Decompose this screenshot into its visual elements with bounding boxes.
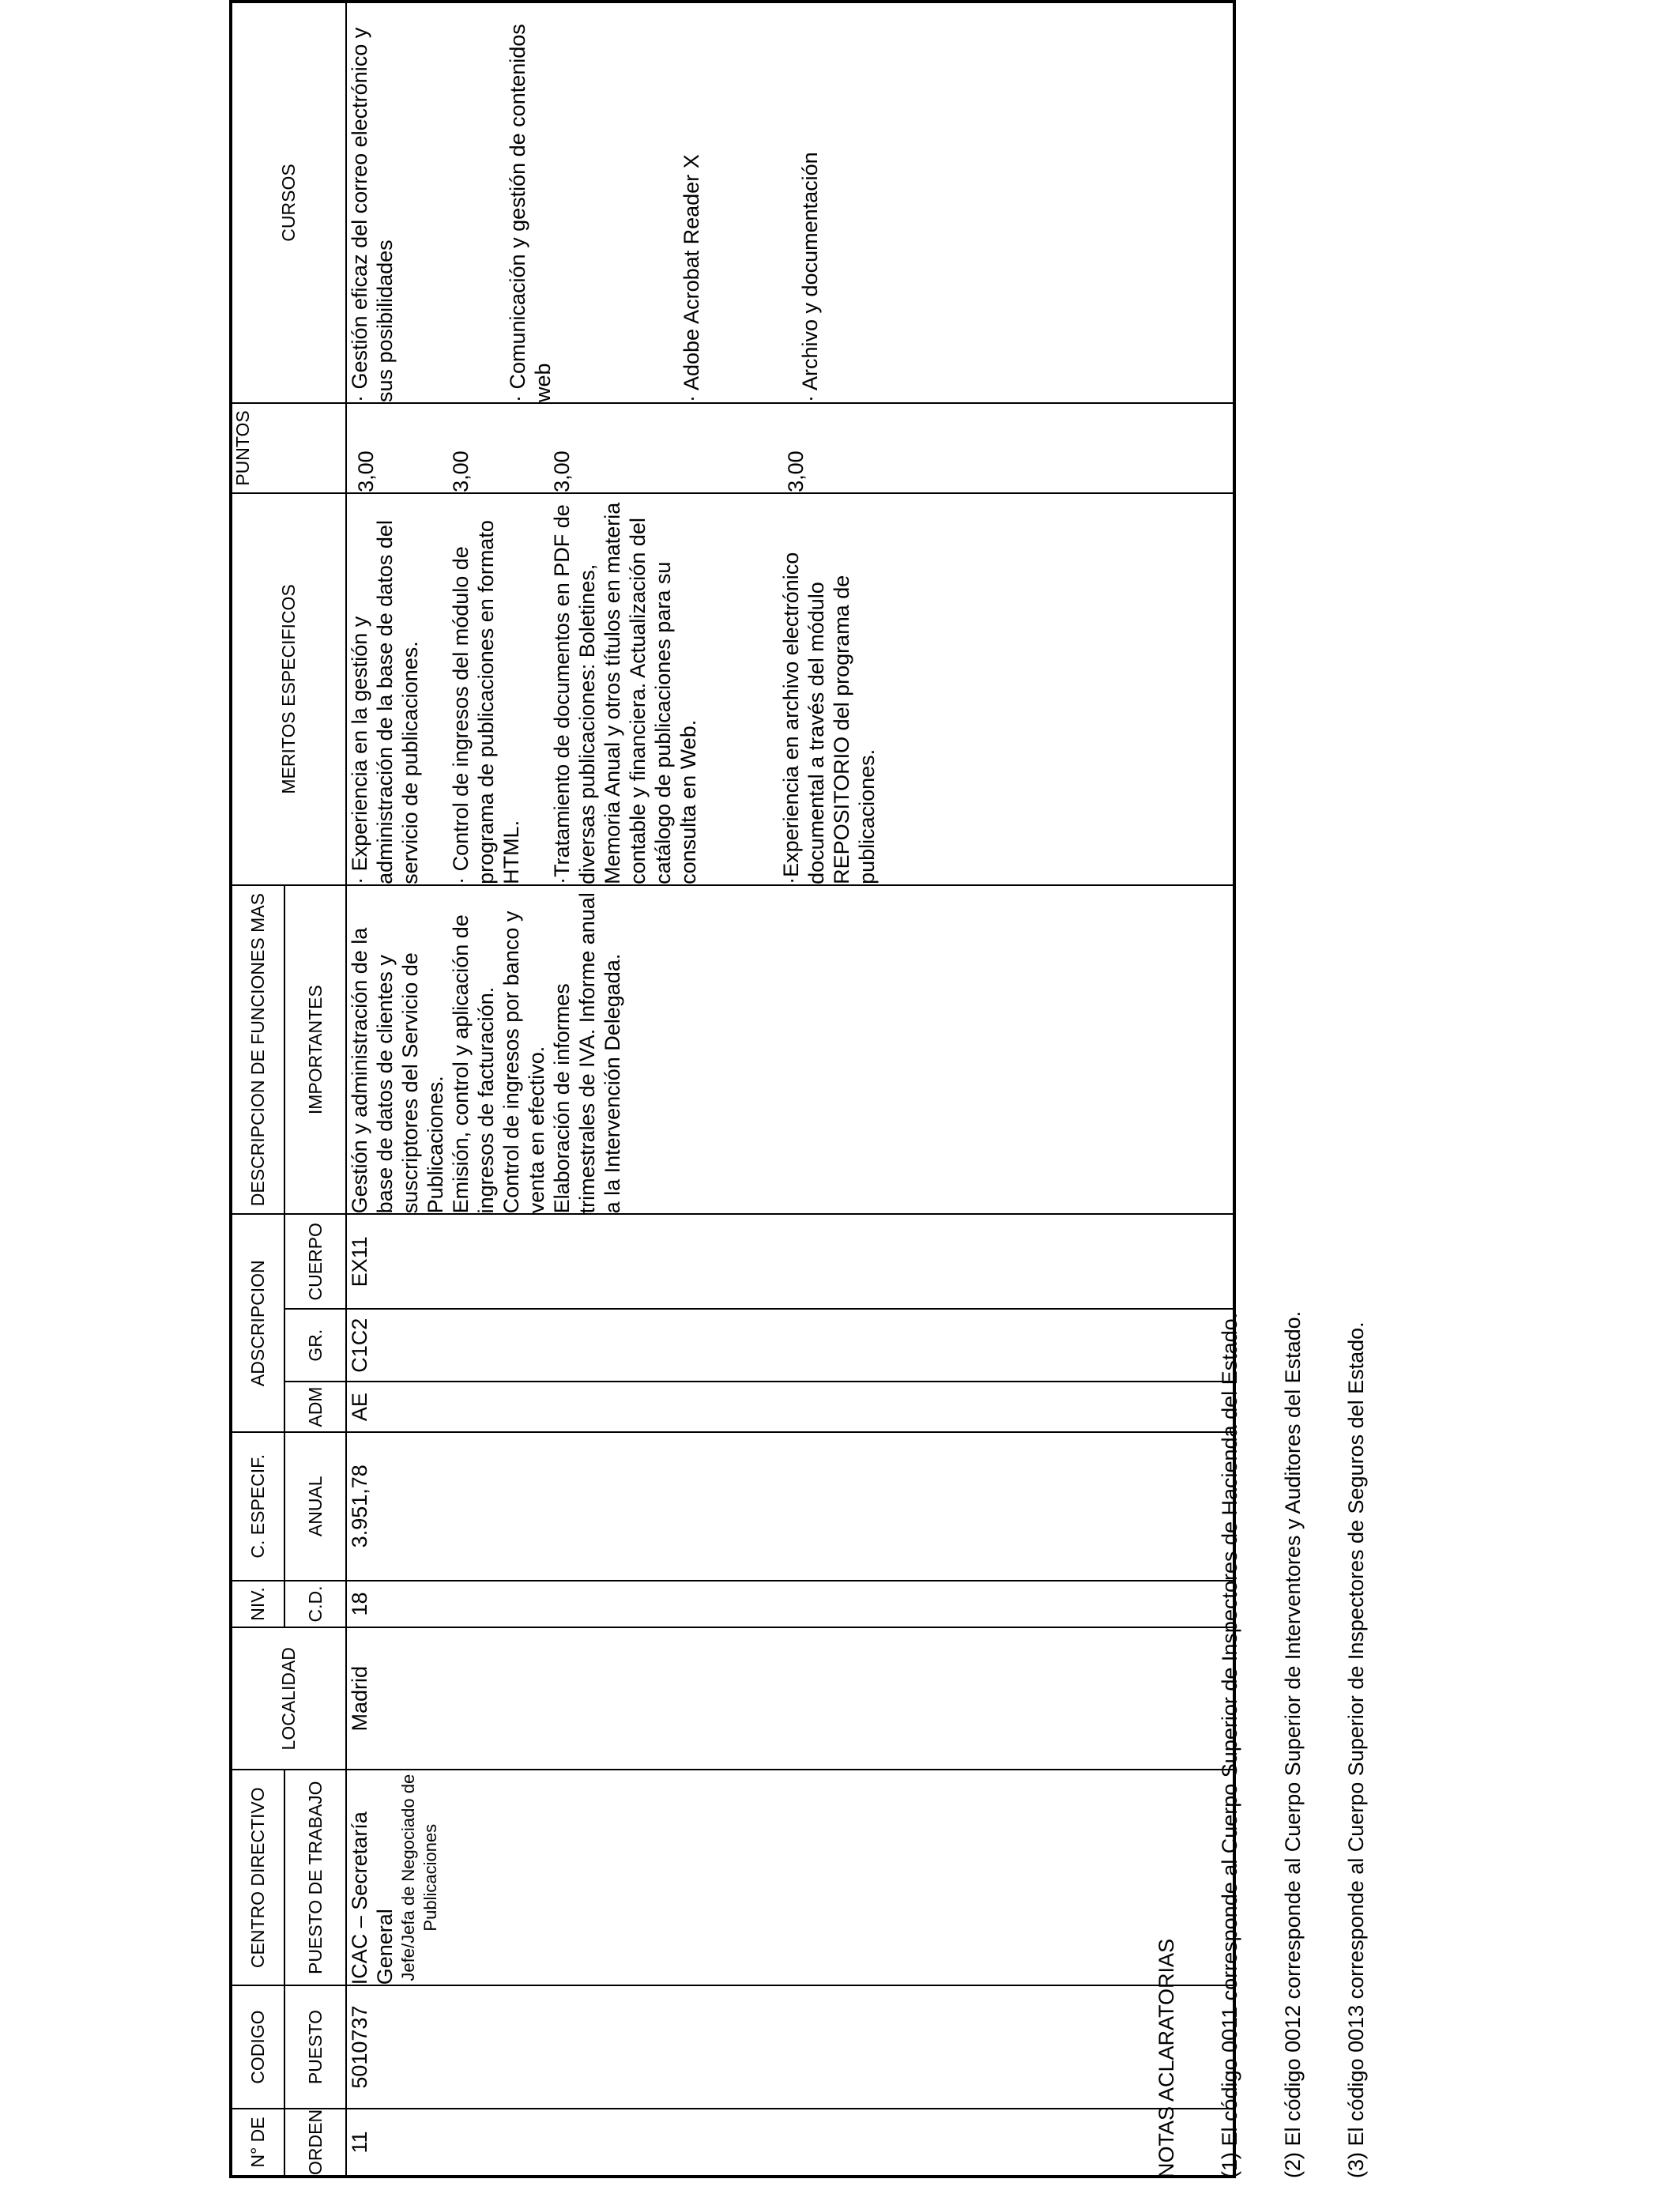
- header-centro-2: PUESTO DE TRABAJO: [284, 1770, 346, 1985]
- job-table: [229, 0, 1236, 2178]
- header-cuerpo: CUERPO: [284, 1214, 346, 1309]
- header-orden-2: ORDEN: [284, 2109, 346, 2177]
- table-row: [346, 2, 1234, 2177]
- note-item: (1) El código 0011 corresponde al Cuerpo Superior de Inspectores de Hacienda del Estado.: [1218, 1312, 1241, 2178]
- note-item: (3) El código 0013 corresponde al Cuerpo Superior de Inspectores de Seguros del Estado.: [1344, 1321, 1368, 2178]
- cell-descripcion: [346, 885, 1234, 1214]
- centro-directivo: ICAC – Secretaría General: [348, 1811, 397, 1985]
- cell-gr: C1C2: [346, 1309, 1234, 1382]
- cell-adm: AE: [346, 1382, 1234, 1432]
- note-item: (2) El código 0012 corresponde al Cuerpo Superior de Interventores y Auditores del Estado.: [1281, 1310, 1305, 2178]
- notes-title: NOTAS ACLARATORIAS: [1155, 1938, 1178, 2178]
- curso-item: · Adobe Acrobat Reader X: [680, 154, 703, 402]
- header-niv: NIV.: [231, 1581, 284, 1628]
- punto-item: 3,00: [784, 450, 808, 492]
- cell-centro: [346, 1770, 1234, 1985]
- descripcion-item: Emisión, control y aplicación de ingresos de facturación.: [449, 914, 498, 1214]
- descripcion-item: Gestión y administración de la base de datos de clientes y suscriptores del Servicio de Publicaciones.: [348, 927, 447, 1214]
- cell-cespec: 3.951,78: [346, 1432, 1234, 1580]
- cell-puntos: [346, 403, 1234, 493]
- curso-item: · Gestión eficaz del correo electrónico y sus posibilidades: [348, 27, 397, 402]
- merito-item: · Control de ingresos del módulo de programa de publicaciones en formato HTML.: [449, 520, 523, 884]
- descripcion-item: Elaboración de informes trimestrales de IVA. Informe anual a la Intervención Delegada.: [550, 892, 624, 1214]
- header-puntos: PUNTOS: [231, 403, 346, 493]
- header-cespec-2: ANUAL: [284, 1432, 346, 1580]
- header-localidad: LOCALIDAD: [231, 1627, 346, 1770]
- cell-cuerpo: EX11: [346, 1214, 1234, 1309]
- cell-niv: 18: [346, 1581, 1234, 1628]
- header-adm: ADM: [284, 1382, 346, 1432]
- header-niv-2: C.D.: [284, 1581, 346, 1628]
- header-centro: CENTRO DIRECTIVO: [231, 1770, 284, 1985]
- descripcion-item: Control de ingresos por banco y venta en efectivo.: [499, 910, 548, 1214]
- cell-meritos: [346, 493, 1234, 885]
- merito-item: ·Experiencia en archivo electrónico documental a través del módulo REPOSITORIO del programa de publicaciones.: [779, 552, 879, 884]
- cell-cursos: [346, 2, 1234, 403]
- cell-codigo: 5010737: [346, 1985, 1234, 2109]
- puesto-trabajo: Jefe/Jefa de Negociado de Publicaciones: [398, 1774, 440, 1981]
- curso-item: · Comunicación y gestión de contenidos web: [506, 24, 555, 402]
- header-adscripcion: ADSCRIPCION: [231, 1214, 284, 1432]
- header-codigo: CODIGO: [231, 1985, 284, 2109]
- header-codigo-2: PUESTO: [284, 1985, 346, 2109]
- punto-item: 3,00: [354, 450, 378, 492]
- merito-item: · Experiencia en la gestión y administración de la base de datos del servicio de publicaciones.: [348, 520, 422, 884]
- header-meritos: MERITOS ESPECIFICOS: [231, 493, 346, 885]
- header-cespec: C. ESPECIF.: [231, 1432, 284, 1580]
- cell-orden: 11: [346, 2109, 1234, 2177]
- curso-item: · Archivo y documentación: [798, 152, 822, 402]
- header-cursos: CURSOS: [231, 2, 346, 403]
- punto-item: 3,00: [550, 450, 574, 492]
- merito-item: ·Tratamiento de documentos en PDF de diversas publicaciones: Boletines, Memoria Anual y otros títulos en materia contable y financiera. Actualización del catálogo de publicaciones para su consulta en Web.: [550, 502, 700, 884]
- header-descripcion-2: IMPORTANTES: [284, 885, 346, 1214]
- cell-localidad: Madrid: [346, 1627, 1234, 1770]
- header-gr: GR.: [284, 1309, 346, 1382]
- notes-section: [1154, 1311, 1407, 2178]
- punto-item: 3,00: [449, 450, 473, 492]
- header-descripcion: DESCRIPCION DE FUNCIONES MAS: [231, 885, 284, 1214]
- header-orden: N° DE: [231, 2109, 284, 2177]
